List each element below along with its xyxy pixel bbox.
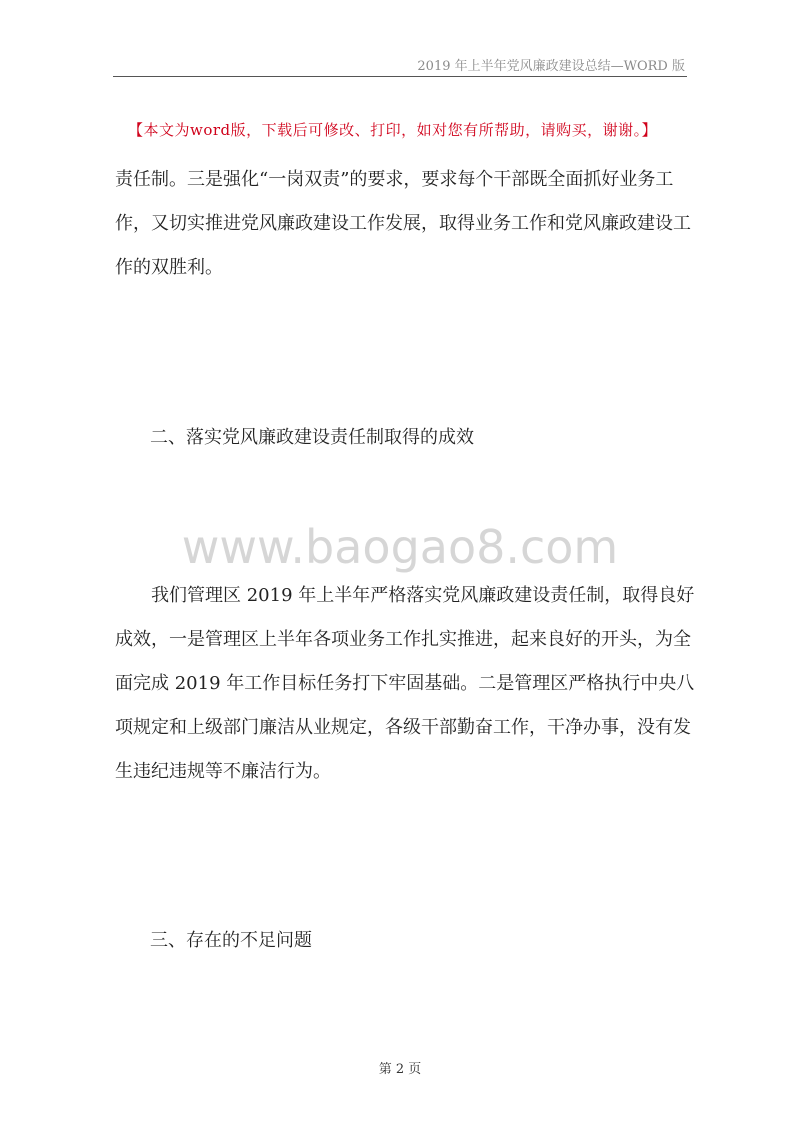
page-number: 第 2 页 <box>378 1062 422 1077</box>
header-divider <box>113 76 687 77</box>
section-heading: 三、存在的不足问题 <box>150 930 312 951</box>
section-heading: 二、落实党风廉政建设责任制取得的成效 <box>150 427 474 448</box>
watermark: www.baogao8.com <box>181 520 619 574</box>
body-paragraph: 我们管理区 2019 年上半年严格落实党风廉政建设责任制，取得良好成效，一是管理区上半年各项业务工作扎实推进，起来良好的开头，为全面完成 2019 年工作目标任务打下牢固基础。二是管理区严格执行中央八项规定和上级部门廉洁从业规定，各级干部勤奋工作，干净办事，没有发生违纪违规等不廉洁行为。 <box>115 585 695 782</box>
running-header: 2019 年上半年党风廉政建设总结—WORD 版 <box>417 59 685 74</box>
download-notice: 【本文为word版，下载后可修改、打印，如对您有所帮助，请购买，谢谢。】 <box>128 121 658 139</box>
body-paragraph: 责任制。三是强化“一岗双责”的要求，要求每个干部既全面抓好业务工作，又切实推进党风廉政建设工作发展，取得业务工作和党风廉政建设工作的双胜利。 <box>115 169 691 278</box>
